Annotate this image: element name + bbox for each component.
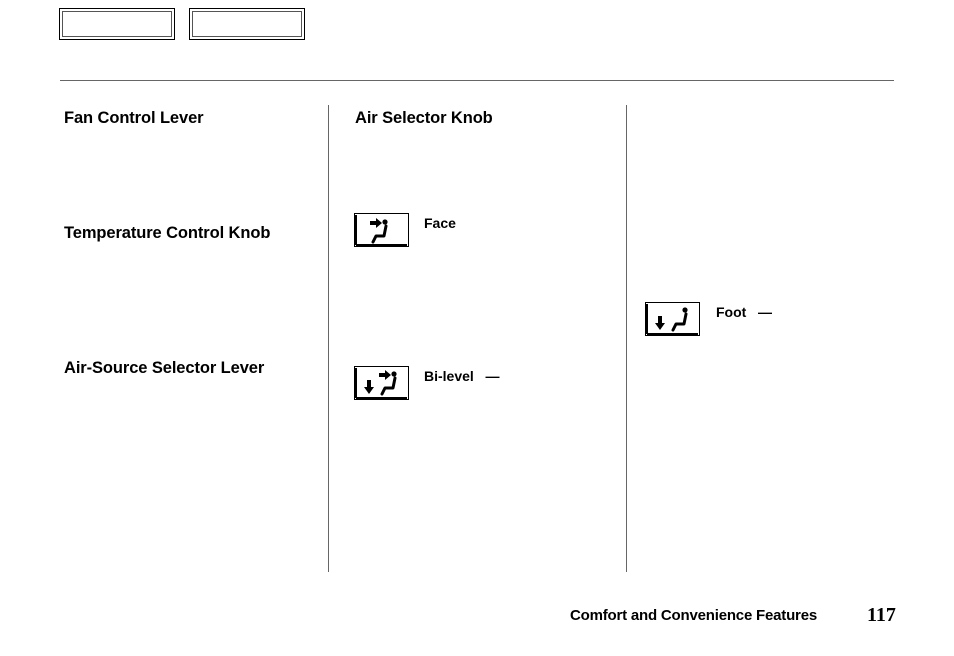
page-number: 117 <box>867 604 896 626</box>
foot-mode-label: Foot — <box>716 304 772 320</box>
column-divider-2 <box>626 105 627 572</box>
face-mode-label: Face <box>424 215 456 231</box>
face-vent-icon <box>354 213 409 247</box>
column-divider-1 <box>328 105 329 572</box>
air-source-selector-lever-heading: Air-Source Selector Lever <box>64 359 265 377</box>
foot-vent-icon <box>645 302 700 336</box>
previous-page-button[interactable] <box>59 8 175 40</box>
next-page-button[interactable] <box>189 8 305 40</box>
bilevel-mode-label: Bi-level — <box>424 368 500 384</box>
temperature-control-knob-heading: Temperature Control Knob <box>64 224 271 242</box>
bilevel-vent-icon <box>354 366 409 400</box>
fan-control-lever-heading: Fan Control Lever <box>64 109 204 127</box>
header-divider <box>60 80 894 81</box>
air-selector-knob-heading: Air Selector Knob <box>355 109 493 127</box>
section-footer: Comfort and Convenience Features <box>570 607 817 624</box>
